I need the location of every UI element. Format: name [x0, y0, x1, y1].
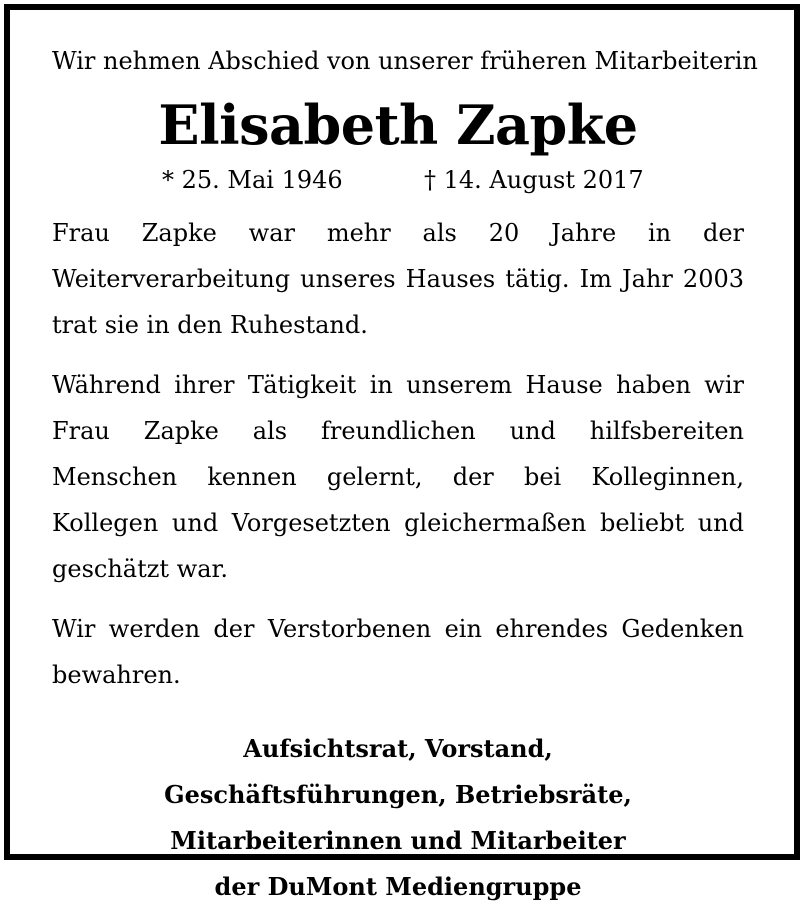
paragraph-text: Frau Zapke war mehr als 20 Jahre in der Weiterverarbeitung unseres Hauses tätig. Im Jahr 2003 trat sie in den Ruhestand.: [52, 219, 744, 339]
obituary-notice: [52, 36, 758, 910]
intro-line: Wir nehmen Abschied von unserer früheren Mitarbeiterin: [52, 47, 758, 75]
life-dates: [52, 160, 744, 200]
deceased-name: Elisabeth Zapke: [158, 93, 638, 157]
death-date: † 14. August 2017: [424, 166, 644, 194]
paragraph-tribute: [52, 362, 744, 592]
signature-line: Aufsichtsrat, Vorstand,: [243, 734, 553, 763]
paragraph-remembrance: [52, 606, 744, 698]
paragraph-text: Während ihrer Tätigkeit in unserem Hause haben wir Frau Zapke als freundlichen und hilfsbereiten Menschen kennen gelernt, der bei Kolleginnen, Kollegen und Vorgesetzten gleichermaßen beliebt und geschätzt war.: [52, 371, 744, 583]
signature-line: Mitarbeiterinnen und Mitarbeiter: [170, 826, 626, 855]
signature-line: Geschäftsführungen, Betriebsräte,: [164, 780, 632, 809]
birth-date: * 25. Mai 1946: [162, 166, 343, 194]
signature-block: [52, 726, 744, 910]
signature-line: der DuMont Mediengruppe: [214, 872, 582, 901]
paragraph-career: [52, 210, 744, 348]
paragraph-text: Wir werden der Verstorbenen ein ehrendes Gedenken bewahren.: [52, 615, 744, 689]
